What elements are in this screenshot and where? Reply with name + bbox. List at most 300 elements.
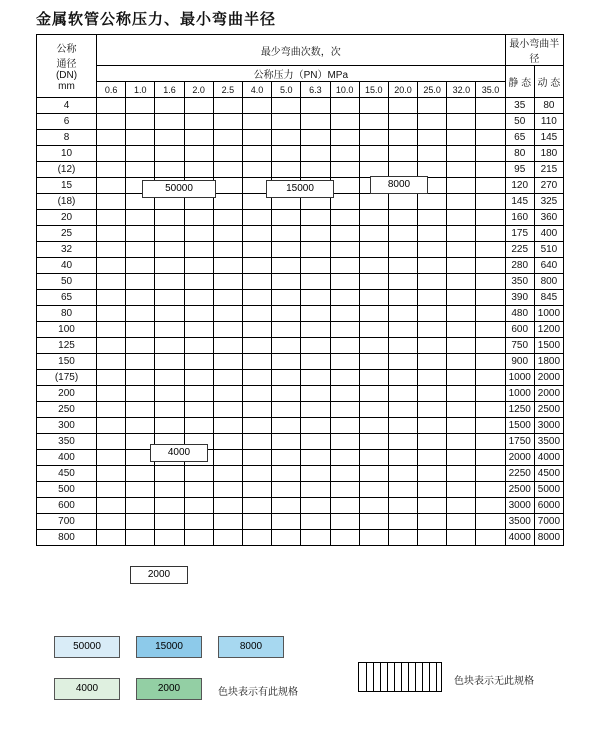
spec-cell — [126, 210, 155, 226]
dn-cell: 32 — [37, 242, 97, 258]
spec-cell — [213, 434, 242, 450]
spec-cell — [97, 242, 126, 258]
static-radius-cell: 1750 — [505, 434, 534, 450]
spec-cell — [272, 226, 301, 242]
spec-cell — [330, 210, 359, 226]
dn-cell: 350 — [37, 434, 97, 450]
dn-cell: 8 — [37, 130, 97, 146]
hatch-line — [394, 663, 395, 691]
static-radius-cell: 3500 — [505, 514, 534, 530]
spec-cell — [418, 402, 447, 418]
spec-cell — [359, 114, 388, 130]
dynamic-radius-cell: 2000 — [534, 386, 563, 402]
spec-cell — [388, 194, 417, 210]
spec-cell — [330, 194, 359, 210]
spec-cell — [97, 178, 126, 194]
spec-cell — [476, 114, 505, 130]
spec-cell — [213, 498, 242, 514]
static-radius-cell: 80 — [505, 146, 534, 162]
table-row — [37, 242, 564, 258]
spec-cell — [330, 514, 359, 530]
spec-cell — [126, 514, 155, 530]
spec-cell — [447, 466, 476, 482]
spec-cell — [418, 130, 447, 146]
spec-cell — [97, 482, 126, 498]
spec-cell — [476, 162, 505, 178]
spec-cell — [447, 450, 476, 466]
spec-cell — [242, 370, 271, 386]
spec-cell — [301, 338, 330, 354]
spec-cell — [126, 306, 155, 322]
table-row — [37, 114, 564, 130]
pn-header-4: 2.5 — [213, 82, 242, 98]
spec-cell — [388, 514, 417, 530]
spec-cell — [447, 482, 476, 498]
static-radius-cell: 95 — [505, 162, 534, 178]
spec-cell — [359, 418, 388, 434]
spec-cell — [213, 274, 242, 290]
spec-cell — [447, 530, 476, 546]
spec-cell — [330, 274, 359, 290]
spec-cell — [242, 306, 271, 322]
spec-cell — [388, 130, 417, 146]
dynamic-radius-cell: 400 — [534, 226, 563, 242]
spec-cell — [359, 466, 388, 482]
spec-cell — [388, 354, 417, 370]
header-row-1 — [37, 35, 564, 66]
spec-cell — [447, 242, 476, 258]
spec-cell — [476, 402, 505, 418]
table-row — [37, 306, 564, 322]
spec-cell — [418, 306, 447, 322]
spec-cell — [359, 306, 388, 322]
spec-cell — [388, 434, 417, 450]
spec-table — [36, 34, 564, 546]
table-row — [37, 434, 564, 450]
spec-cell — [126, 498, 155, 514]
spec-cell — [242, 290, 271, 306]
spec-cell — [301, 354, 330, 370]
spec-cell — [272, 402, 301, 418]
hatch-line — [415, 663, 416, 691]
spec-cell — [418, 338, 447, 354]
dn-cell: 50 — [37, 274, 97, 290]
spec-cell — [242, 146, 271, 162]
spec-cell — [359, 338, 388, 354]
spec-cell — [97, 98, 126, 114]
spec-cell — [213, 210, 242, 226]
spec-cell — [126, 98, 155, 114]
spec-cell — [418, 226, 447, 242]
legend-chip-50000: 50000 — [54, 636, 120, 658]
spec-cell — [97, 354, 126, 370]
legend-chip-2000: 2000 — [136, 678, 202, 700]
spec-cell — [272, 258, 301, 274]
spec-cell — [301, 242, 330, 258]
spec-cell — [126, 114, 155, 130]
spec-cell — [97, 370, 126, 386]
spec-cell — [447, 290, 476, 306]
pn-header-8: 10.0 — [330, 82, 359, 98]
spec-cell — [213, 130, 242, 146]
spec-cell — [97, 322, 126, 338]
spec-cell — [213, 530, 242, 546]
spec-cell — [359, 194, 388, 210]
spec-cell — [97, 402, 126, 418]
spec-cell — [359, 242, 388, 258]
spec-cell — [476, 290, 505, 306]
dn-cell: 600 — [37, 498, 97, 514]
spec-cell — [213, 258, 242, 274]
spec-cell — [272, 98, 301, 114]
spec-cell — [97, 274, 126, 290]
spec-cell — [388, 242, 417, 258]
spec-cell — [418, 210, 447, 226]
spec-cell — [213, 514, 242, 530]
spec-cell — [388, 226, 417, 242]
spec-cell — [418, 114, 447, 130]
static-radius-cell: 2500 — [505, 482, 534, 498]
dn-cell: 400 — [37, 450, 97, 466]
table-row — [37, 98, 564, 114]
spec-cell — [359, 434, 388, 450]
legend-hatch-note: 色块表示无此规格 — [454, 676, 534, 687]
spec-cell — [330, 338, 359, 354]
dynamic-radius-cell: 800 — [534, 274, 563, 290]
spec-cell — [301, 514, 330, 530]
dynamic-radius-cell: 3500 — [534, 434, 563, 450]
spec-cell — [213, 162, 242, 178]
spec-cell — [155, 482, 184, 498]
spec-cell — [330, 162, 359, 178]
spec-cell — [213, 370, 242, 386]
spec-cell — [272, 466, 301, 482]
spec-cell — [242, 386, 271, 402]
dn-cell: 700 — [37, 514, 97, 530]
spec-cell — [301, 210, 330, 226]
static-radius-cell: 480 — [505, 306, 534, 322]
spec-cell — [388, 450, 417, 466]
spec-cell — [184, 114, 213, 130]
spec-cell — [301, 498, 330, 514]
dynamic-radius-cell: 1500 — [534, 338, 563, 354]
static-radius-cell: 1250 — [505, 402, 534, 418]
dynamic-radius-cell: 1000 — [534, 306, 563, 322]
spec-cell — [330, 466, 359, 482]
spec-cell — [330, 242, 359, 258]
dn-cell: 250 — [37, 402, 97, 418]
spec-cell — [155, 242, 184, 258]
spec-cell — [97, 146, 126, 162]
spec-cell — [418, 322, 447, 338]
spec-cell — [301, 370, 330, 386]
spec-cell — [418, 530, 447, 546]
value-chip: 2000 — [130, 566, 188, 584]
table-row — [37, 226, 564, 242]
spec-cell — [476, 530, 505, 546]
pn-header-12: 32.0 — [447, 82, 476, 98]
spec-cell — [359, 98, 388, 114]
spec-cell — [126, 482, 155, 498]
spec-cell — [418, 514, 447, 530]
dynamic-radius-cell: 1200 — [534, 322, 563, 338]
spec-cell — [184, 130, 213, 146]
spec-cell — [184, 498, 213, 514]
dynamic-radius-cell: 180 — [534, 146, 563, 162]
spec-cell — [330, 130, 359, 146]
dynamic-radius-cell: 4500 — [534, 466, 563, 482]
spec-cell — [213, 450, 242, 466]
spec-cell — [184, 530, 213, 546]
spec-cell — [97, 338, 126, 354]
spec-cell — [476, 306, 505, 322]
spec-cell — [301, 434, 330, 450]
spec-cell — [126, 530, 155, 546]
spec-cell — [330, 354, 359, 370]
table-row — [37, 418, 564, 434]
table-row — [37, 450, 564, 466]
spec-cell — [272, 290, 301, 306]
spec-cell — [476, 514, 505, 530]
value-chip: 4000 — [150, 444, 208, 462]
spec-cell — [126, 274, 155, 290]
spec-cell — [213, 242, 242, 258]
spec-cell — [359, 482, 388, 498]
dynamic-radius-cell: 845 — [534, 290, 563, 306]
static-radius-cell: 2000 — [505, 450, 534, 466]
spec-cell — [272, 434, 301, 450]
spec-cell — [359, 226, 388, 242]
spec-cell — [447, 402, 476, 418]
page-title: 金属软管公称压力、最小弯曲半径 — [36, 10, 277, 28]
spec-cell — [330, 370, 359, 386]
spec-cell — [388, 290, 417, 306]
spec-cell — [447, 226, 476, 242]
dynamic-radius-cell: 2000 — [534, 370, 563, 386]
spec-cell — [97, 130, 126, 146]
dynamic-radius-cell: 110 — [534, 114, 563, 130]
dynamic-radius-cell: 640 — [534, 258, 563, 274]
spec-cell — [155, 418, 184, 434]
pn-header-0: 0.6 — [97, 82, 126, 98]
spec-cell — [126, 130, 155, 146]
spec-cell — [388, 322, 417, 338]
spec-cell — [213, 354, 242, 370]
table-row — [37, 130, 564, 146]
spec-cell — [301, 450, 330, 466]
spec-cell — [97, 290, 126, 306]
spec-cell — [476, 370, 505, 386]
spec-cell — [97, 258, 126, 274]
dn-header-line1: 公称 — [56, 44, 77, 55]
spec-cell — [447, 306, 476, 322]
pn-header-13: 35.0 — [476, 82, 505, 98]
spec-cell — [301, 482, 330, 498]
spec-cell — [272, 370, 301, 386]
spec-cell — [126, 242, 155, 258]
spec-cell — [126, 146, 155, 162]
hatch-line — [380, 663, 381, 691]
table-head — [37, 35, 564, 98]
dynamic-radius-cell: 215 — [534, 162, 563, 178]
table-row — [37, 322, 564, 338]
spec-cell — [126, 322, 155, 338]
legend-color-note: 色块表示有此规格 — [218, 687, 298, 698]
static-radius-cell: 350 — [505, 274, 534, 290]
spec-cell — [242, 530, 271, 546]
spec-cell — [184, 370, 213, 386]
spec-cell — [359, 354, 388, 370]
hatch-line — [436, 663, 437, 691]
spec-cell — [388, 402, 417, 418]
spec-cell — [184, 162, 213, 178]
spec-cell — [272, 162, 301, 178]
spec-cell — [301, 322, 330, 338]
spec-cell — [301, 226, 330, 242]
static-radius-cell: 3000 — [505, 498, 534, 514]
table-row — [37, 210, 564, 226]
spec-cell — [155, 306, 184, 322]
spec-cell — [242, 418, 271, 434]
spec-cell — [388, 418, 417, 434]
spec-cell — [155, 386, 184, 402]
spec-cell — [388, 114, 417, 130]
pn-header-11: 25.0 — [418, 82, 447, 98]
spec-cell — [388, 146, 417, 162]
dn-cell: 80 — [37, 306, 97, 322]
header-row-3 — [37, 82, 564, 98]
spec-cell — [272, 130, 301, 146]
spec-cell — [447, 130, 476, 146]
spec-cell — [242, 210, 271, 226]
pn-header-3: 2.0 — [184, 82, 213, 98]
hatch-line — [387, 663, 388, 691]
dn-cell: 100 — [37, 322, 97, 338]
spec-cell — [155, 402, 184, 418]
table-row — [37, 146, 564, 162]
spec-cell — [301, 98, 330, 114]
spec-cell — [388, 386, 417, 402]
spec-cell — [301, 130, 330, 146]
table-row — [37, 498, 564, 514]
table-row — [37, 370, 564, 386]
spec-cell — [126, 258, 155, 274]
spec-cell — [301, 306, 330, 322]
spec-cell — [155, 498, 184, 514]
spec-table-container — [36, 34, 564, 546]
static-radius-cell: 1000 — [505, 370, 534, 386]
spec-cell — [213, 98, 242, 114]
spec-cell — [242, 338, 271, 354]
spec-cell — [330, 418, 359, 434]
spec-cell — [97, 498, 126, 514]
spec-cell — [330, 402, 359, 418]
pn-header-7: 6.3 — [301, 82, 330, 98]
legend-chip-15000: 15000 — [136, 636, 202, 658]
table-row — [37, 338, 564, 354]
spec-cell — [126, 466, 155, 482]
spec-cell — [330, 434, 359, 450]
spec-cell — [476, 226, 505, 242]
spec-cell — [388, 306, 417, 322]
spec-cell — [301, 466, 330, 482]
spec-cell — [126, 370, 155, 386]
dynamic-radius-cell: 2500 — [534, 402, 563, 418]
static-radius-cell: 2250 — [505, 466, 534, 482]
spec-cell — [97, 434, 126, 450]
spec-cell — [242, 242, 271, 258]
spec-cell — [272, 146, 301, 162]
legend-chip-8000: 8000 — [218, 636, 284, 658]
spec-cell — [476, 466, 505, 482]
dynamic-radius-cell: 360 — [534, 210, 563, 226]
spec-cell — [126, 386, 155, 402]
spec-cell — [213, 290, 242, 306]
spec-cell — [242, 130, 271, 146]
legend — [36, 636, 564, 726]
static-radius-cell: 175 — [505, 226, 534, 242]
spec-cell — [301, 402, 330, 418]
spec-cell — [388, 338, 417, 354]
spec-cell — [388, 274, 417, 290]
spec-cell — [213, 482, 242, 498]
dynamic-radius-cell: 8000 — [534, 530, 563, 546]
spec-cell — [447, 210, 476, 226]
dynamic-radius-cell: 3000 — [534, 418, 563, 434]
static-radius-cell: 1000 — [505, 386, 534, 402]
pn-header: 公称压力（PN）MPa — [97, 66, 506, 82]
static-radius-cell: 65 — [505, 130, 534, 146]
spec-cell — [184, 466, 213, 482]
spec-cell — [359, 146, 388, 162]
spec-cell — [272, 498, 301, 514]
dn-header-line3: (DN) — [55, 70, 78, 81]
spec-cell — [155, 258, 184, 274]
static-radius-cell: 750 — [505, 338, 534, 354]
spec-cell — [476, 258, 505, 274]
hatch-line — [429, 663, 430, 691]
spec-cell — [155, 514, 184, 530]
pn-header-6: 5.0 — [272, 82, 301, 98]
spec-cell — [418, 386, 447, 402]
spec-cell — [155, 322, 184, 338]
dn-header-line2: 通径 — [56, 59, 77, 70]
dn-cell: (12) — [37, 162, 97, 178]
dn-cell: 800 — [37, 530, 97, 546]
spec-cell — [359, 514, 388, 530]
dn-cell: 15 — [37, 178, 97, 194]
spec-cell — [330, 450, 359, 466]
spec-cell — [476, 130, 505, 146]
spec-cell — [184, 482, 213, 498]
spec-cell — [418, 194, 447, 210]
dynamic-radius-cell: 4000 — [534, 450, 563, 466]
spec-cell — [330, 146, 359, 162]
spec-cell — [155, 130, 184, 146]
spec-cell — [476, 434, 505, 450]
spec-cell — [126, 338, 155, 354]
spec-cell — [447, 338, 476, 354]
spec-cell — [301, 290, 330, 306]
spec-cell — [184, 322, 213, 338]
spec-cell — [184, 146, 213, 162]
spec-cell — [213, 402, 242, 418]
spec-cell — [213, 194, 242, 210]
spec-cell — [418, 418, 447, 434]
radius-static-header: 静 态 — [505, 66, 534, 98]
pn-header-9: 15.0 — [359, 82, 388, 98]
spec-cell — [242, 354, 271, 370]
